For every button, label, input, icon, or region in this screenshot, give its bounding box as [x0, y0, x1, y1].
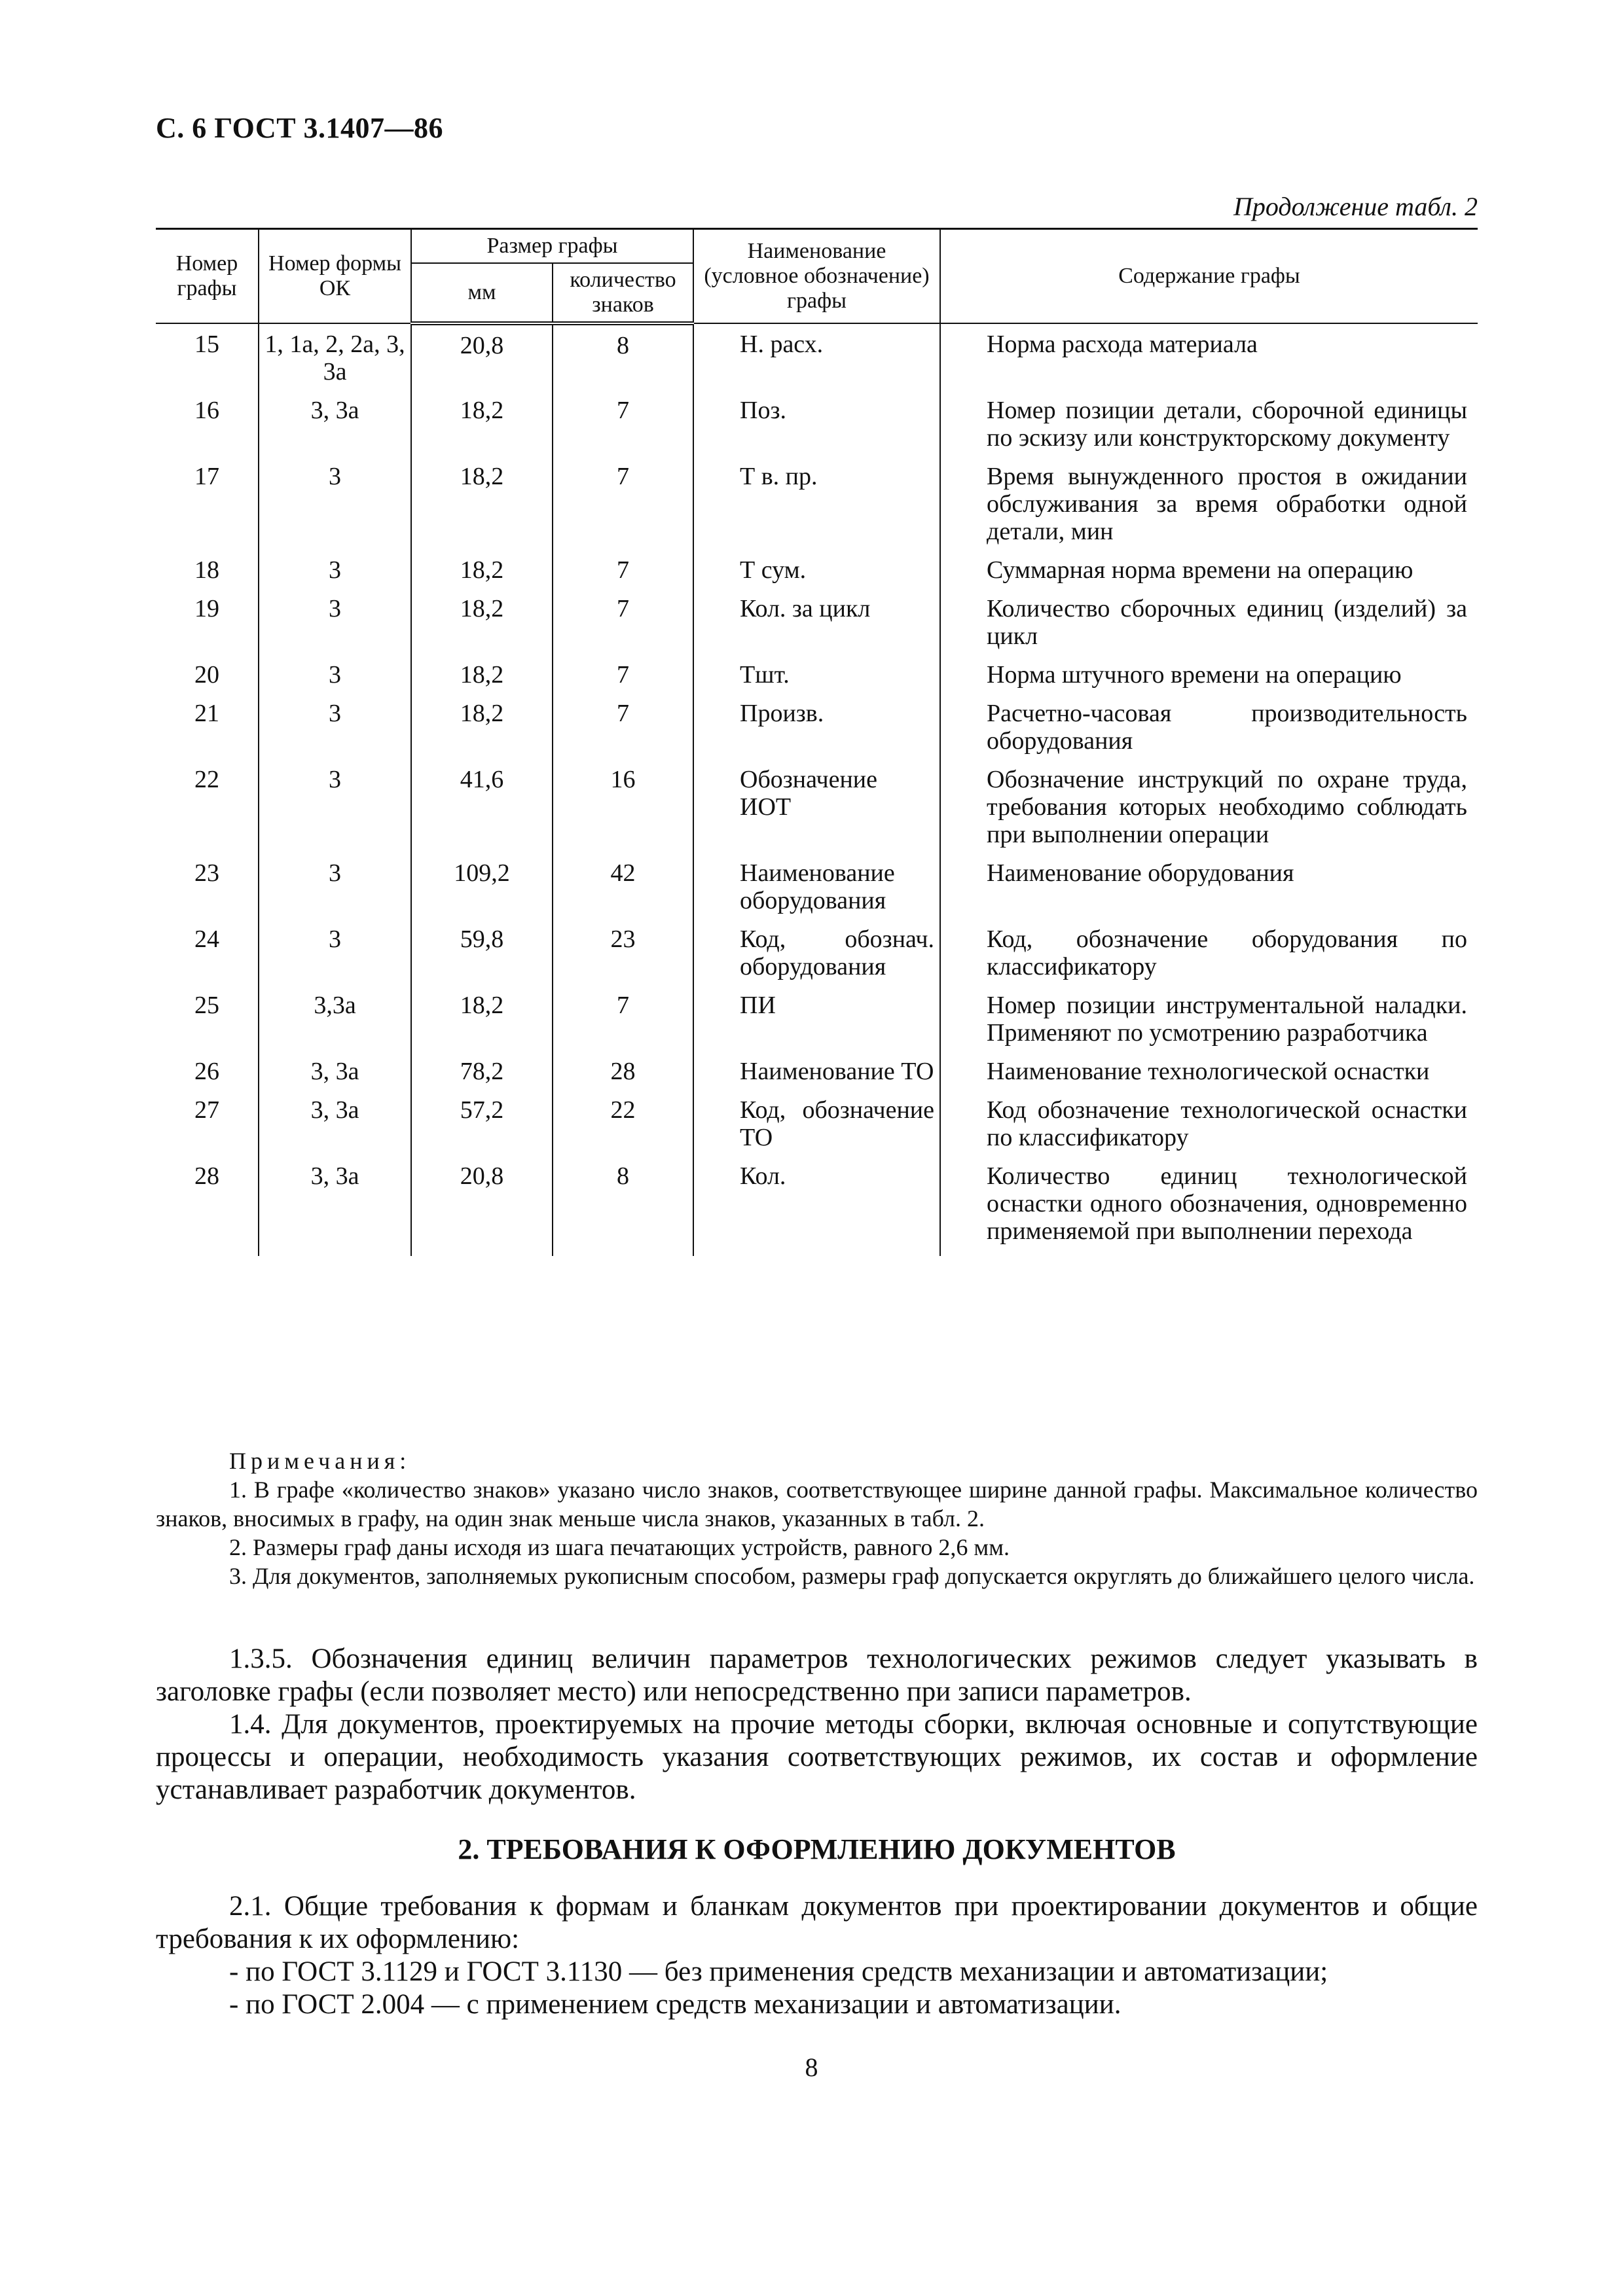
paragraph-1-4: 1.4. Для документов, проектируемых на прочие методы сборки, включая основные и сопутствующие процессы и операции, необходимость указания соответствующих режимов, их состав и оформление устанавливает разработчик документов.	[156, 1709, 1478, 1805]
cell-column-number: 25	[156, 992, 259, 1058]
cell-content: Норма расхода материала	[940, 323, 1478, 397]
cell-form-number: 3	[259, 700, 411, 766]
cell-size-chars: 42	[553, 859, 693, 925]
cell-name: Н. расх.	[693, 323, 940, 397]
cell-content: Код обозначение технологической оснастки по классификатору	[940, 1096, 1478, 1162]
cell-size-mm: 18,2	[411, 397, 553, 463]
cell-form-number: 3, 3а	[259, 1096, 411, 1162]
cell-size-chars: 16	[553, 766, 693, 859]
cell-name: Наименование оборудования	[693, 859, 940, 925]
cell-size-chars: 8	[553, 323, 693, 397]
table-row	[156, 661, 1478, 700]
cell-column-number: 18	[156, 556, 259, 595]
cell-form-number: 3, 3а	[259, 1162, 411, 1256]
cell-content: Номер позиции инструментальной наладки. Применяют по усмотрению разработчика	[940, 992, 1478, 1058]
cell-content: Код, обозначение оборудования по классификатору	[940, 925, 1478, 992]
cell-column-number: 19	[156, 595, 259, 661]
cell-content: Наименование оборудования	[940, 859, 1478, 925]
cell-size-chars: 7	[553, 397, 693, 463]
paragraph-1-3-5: 1.3.5. Обозначения единиц величин параметров технологических режимов следует указывать в заголовке графы (если позволяет место) или непосредственно при записи параметров.	[156, 1643, 1478, 1707]
cell-content: Наименование технологической оснастки	[940, 1058, 1478, 1096]
table-row	[156, 595, 1478, 661]
table-row	[156, 556, 1478, 595]
cell-column-number: 27	[156, 1096, 259, 1162]
cell-content: Суммарная норма времени на операцию	[940, 556, 1478, 595]
cell-content: Время вынужденного простоя в ожидании обслуживания за время обработки одной детали, мин	[940, 463, 1478, 556]
table-row	[156, 700, 1478, 766]
cell-size-mm: 18,2	[411, 463, 553, 556]
cell-form-number: 3	[259, 556, 411, 595]
paragraph-2-1: 2.1. Общие требования к формам и бланкам документов при проектировании документов и общие требования к их оформлению:	[156, 1891, 1478, 1954]
header-column-content: Содержание графы	[940, 229, 1478, 324]
cell-size-chars: 22	[553, 1096, 693, 1162]
cell-column-number: 22	[156, 766, 259, 859]
header-size-mm: мм	[411, 263, 553, 323]
cell-name: Т сум.	[693, 556, 940, 595]
table-row	[156, 323, 1478, 397]
note-item: 3. Для документов, заполняемых рукописным способом, размеры граф допускается округлять до ближайшего целого числа.	[229, 1563, 1475, 1589]
cell-size-mm: 18,2	[411, 556, 553, 595]
cell-name: Обозначение ИОТ	[693, 766, 940, 859]
table-row	[156, 1162, 1478, 1256]
table-caption: Продолжение табл. 2	[1233, 192, 1478, 221]
cell-size-chars: 7	[553, 661, 693, 700]
table-row	[156, 397, 1478, 463]
cell-size-mm: 20,8	[411, 323, 553, 397]
cell-size-mm: 20,8	[411, 1162, 553, 1256]
header-column-size: Размер графы	[411, 229, 693, 264]
cell-column-number: 15	[156, 323, 259, 397]
cell-size-chars: 7	[553, 700, 693, 766]
cell-name: Произв.	[693, 700, 940, 766]
cell-form-number: 3, 3а	[259, 397, 411, 463]
cell-column-number: 23	[156, 859, 259, 925]
cell-name: Наименование ТО	[693, 1058, 940, 1096]
note-item: 2. Размеры граф даны исходя из шага печатающих устройств, равного 2,6 мм.	[229, 1534, 1010, 1560]
cell-form-number: 3	[259, 859, 411, 925]
cell-size-mm: 109,2	[411, 859, 553, 925]
cell-form-number: 1, 1а, 2, 2а, 3, 3а	[259, 323, 411, 397]
header-form-number: Номер формы ОК	[259, 229, 411, 324]
cell-name: Код, обозначение ТО	[693, 1096, 940, 1162]
cell-column-number: 20	[156, 661, 259, 700]
cell-column-number: 24	[156, 925, 259, 992]
cell-name: Кол.	[693, 1162, 940, 1256]
note-item: 1. В графе «количество знаков» указано число знаков, соответствующее ширине данной графы. Максимальное количество знаков, вносимых в графу, на один знак меньше числа знаков, указанных в табл. 2.	[156, 1477, 1478, 1532]
cell-name: Кол. за цикл	[693, 595, 940, 661]
cell-content: Расчетно-часовая производительность оборудования	[940, 700, 1478, 766]
table-row	[156, 1058, 1478, 1096]
cell-size-mm: 18,2	[411, 700, 553, 766]
cell-column-number: 17	[156, 463, 259, 556]
cell-name: ПИ	[693, 992, 940, 1058]
table-row	[156, 463, 1478, 556]
cell-size-chars: 7	[553, 463, 693, 556]
header-size-chars: количество знаков	[553, 263, 693, 323]
cell-size-chars: 23	[553, 925, 693, 992]
cell-size-chars: 7	[553, 556, 693, 595]
cell-name: Тшт.	[693, 661, 940, 700]
header-column-name: Наименование (условное обозначение) графы	[693, 229, 940, 324]
cell-size-mm: 59,8	[411, 925, 553, 992]
header-column-number: Номер графы	[156, 229, 259, 324]
cell-form-number: 3, 3а	[259, 1058, 411, 1096]
cell-size-mm: 57,2	[411, 1096, 553, 1162]
cell-size-mm: 18,2	[411, 992, 553, 1058]
cell-content: Количество сборочных единиц (изделий) за цикл	[940, 595, 1478, 661]
notes	[156, 1446, 1478, 1590]
cell-size-chars: 8	[553, 1162, 693, 1256]
page-header: С. 6 ГОСТ 3.1407—86	[156, 112, 444, 144]
cell-column-number: 16	[156, 397, 259, 463]
cell-size-chars: 7	[553, 992, 693, 1058]
cell-column-number: 26	[156, 1058, 259, 1096]
table-row	[156, 1096, 1478, 1162]
table-body	[156, 323, 1478, 1256]
cell-size-mm: 18,2	[411, 661, 553, 700]
cell-size-chars: 28	[553, 1058, 693, 1096]
cell-size-chars: 7	[553, 595, 693, 661]
cell-size-mm: 78,2	[411, 1058, 553, 1096]
cell-name: Код, обознач. оборудования	[693, 925, 940, 992]
cell-column-number: 28	[156, 1162, 259, 1256]
cell-name: Поз.	[693, 397, 940, 463]
table-row	[156, 992, 1478, 1058]
section-text	[156, 1890, 1478, 2021]
page-number: 8	[805, 2053, 818, 2082]
cell-form-number: 3	[259, 925, 411, 992]
table-row	[156, 766, 1478, 859]
cell-form-number: 3	[259, 595, 411, 661]
cell-form-number: 3	[259, 766, 411, 859]
cell-content: Номер позиции детали, сборочной единицы по эскизу или конструкторскому документу	[940, 397, 1478, 463]
cell-content: Норма штучного времени на операцию	[940, 661, 1478, 700]
cell-size-mm: 41,6	[411, 766, 553, 859]
list-item: - по ГОСТ 2.004 — с применением средств механизации и автоматизации.	[229, 1989, 1122, 2020]
cell-form-number: 3,3а	[259, 992, 411, 1058]
cell-name: Т в. пр.	[693, 463, 940, 556]
cell-content: Обозначение инструкций по охране труда, требования которых необходимо соблюдать при выполнении операции	[940, 766, 1478, 859]
cell-form-number: 3	[259, 661, 411, 700]
section-title: 2. ТРЕБОВАНИЯ К ОФОРМЛЕНИЮ ДОКУМЕНТОВ	[458, 1833, 1176, 1865]
table-row	[156, 925, 1478, 992]
cell-size-mm: 18,2	[411, 595, 553, 661]
table-row	[156, 859, 1478, 925]
body-text	[156, 1643, 1478, 1806]
specification-table	[156, 228, 1478, 1256]
notes-title: Примечания:	[229, 1448, 411, 1474]
cell-form-number: 3	[259, 463, 411, 556]
list-item: - по ГОСТ 3.1129 и ГОСТ 3.1130 — без применения средств механизации и автоматизации;	[229, 1956, 1328, 1987]
cell-content: Количество единиц технологической оснастки одного обозначения, одновременно применяемой при выполнении перехода	[940, 1162, 1478, 1256]
cell-column-number: 21	[156, 700, 259, 766]
